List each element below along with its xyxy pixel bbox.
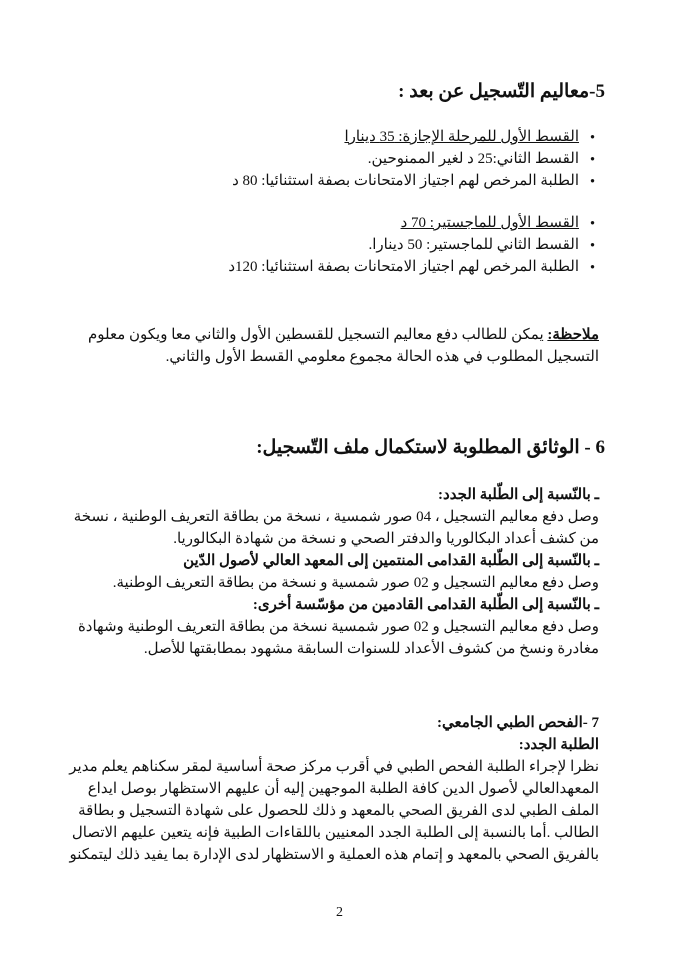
note-text-line1: يمكن للطالب دفع معاليم التسجيل للقسطين الأول والثاني معا ويكون معلوم [87,327,548,343]
sub1-title: ـ بالنّسبة إلى الطّلبة الجدد: [438,487,599,503]
section7-line2: المعهدالعالي لأصول الدين كافة الطلبة الموجهين إليه أن عليهم الاستظهار بوصل ايداع [87,781,599,797]
section7-subtitle: الطلبة الجدد: [518,737,599,753]
bullet-item: ● القسط الأول للمرحلة الإجازة: 35 دينارا [232,126,579,148]
bullet-item: ● القسط الثاني:25 د لغير الممنوحين. [232,148,579,170]
section7-body [69,712,599,866]
sub3-title: ـ بالنّسبة إلى الطّلبة القدامى القادمين من مؤسّسة أخرى: [252,597,599,613]
sub2-line1: وصل دفع معاليم التسجيل و 02 صور شمسية و نسخة من بطاقة التعريف الوطنية. [112,575,599,591]
bullet-item: ● الطلبة المرخص لهم اجتياز الامتحانات بصفة استثنائيا: 120د [228,256,579,278]
note-label: ملاحظة: [547,327,599,343]
sub3-line2: مغادرة ونسخ من كشوف الأعداد للسنوات السابقة مشهود بمطابقتها للأصل. [143,641,599,657]
section6-title: 6 - الوثائق المطلوبة لاستكمال ملف التّسجيل: [256,437,605,458]
sub1-line2: من كشف أعداد البكالوريا والدفتر الصحي و نسخة من شهادة البكالوريا. [173,531,599,547]
section7-title: 7 -الفحص الطبي الجامعي: [437,715,599,731]
section5-title: 5-معاليم التّسجيل عن بعد : [398,81,605,102]
section7-line5: بالفريق الصحي بالمعهد و إتمام هذه العملية و الاستظهار لدى الإدارة بما يفيد ذلك ليتمكنو [69,847,599,863]
section7-line1: نظرا لإجراء الطلبة الفحص الطبي في أقرب مركز صحة أساسية لمقر سكناهم يعلم مدير [69,759,599,775]
section7-line3: الملف الطبي لدى الفريق الصحي بالمعهد و ذلك للحصول على شهادة التسجيل و بطاقة [78,803,599,819]
bullet-item: ● الطلبة المرخص لهم اجتياز الامتحانات بصفة استثنائيا: 80 د [232,170,579,192]
section5-bullets-group2 [228,212,579,278]
bullet-item: ● القسط الثاني للماجستير: 50 دينارا. [228,234,579,256]
bullet-item: ● القسط الأول للماجستير: 70 د [228,212,579,234]
section5-note [80,324,599,368]
section5-bullets-group1 [232,126,579,192]
sub2-title: ـ بالنّسبة إلى الطّلبة القدامى المنتمين إلى المعهد العالي لأصول الدّين [183,553,599,569]
section6-body [73,484,599,660]
note-text-line2: التسجيل المطلوب في هذه الحالة مجموع معلومي القسط الأول والثاني. [165,349,599,365]
page-number: 2 [336,905,343,920]
sub3-line1: وصل دفع معاليم التسجيل و 02 صور شمسية نسخة من بطاقة التعريف الوطنية وشهادة [77,619,599,635]
sub1-line1: وصل دفع معاليم التسجيل ، 04 صور شمسية ، نسخة من بطاقة التعريف الوطنية ، نسخة [73,509,599,525]
section7-line4: الطالب .أما بالنسبة إلى الطلبة الجدد المعنيين باللقاءات الطبية فإنه يتعين عليهم الاتصال [71,825,599,841]
